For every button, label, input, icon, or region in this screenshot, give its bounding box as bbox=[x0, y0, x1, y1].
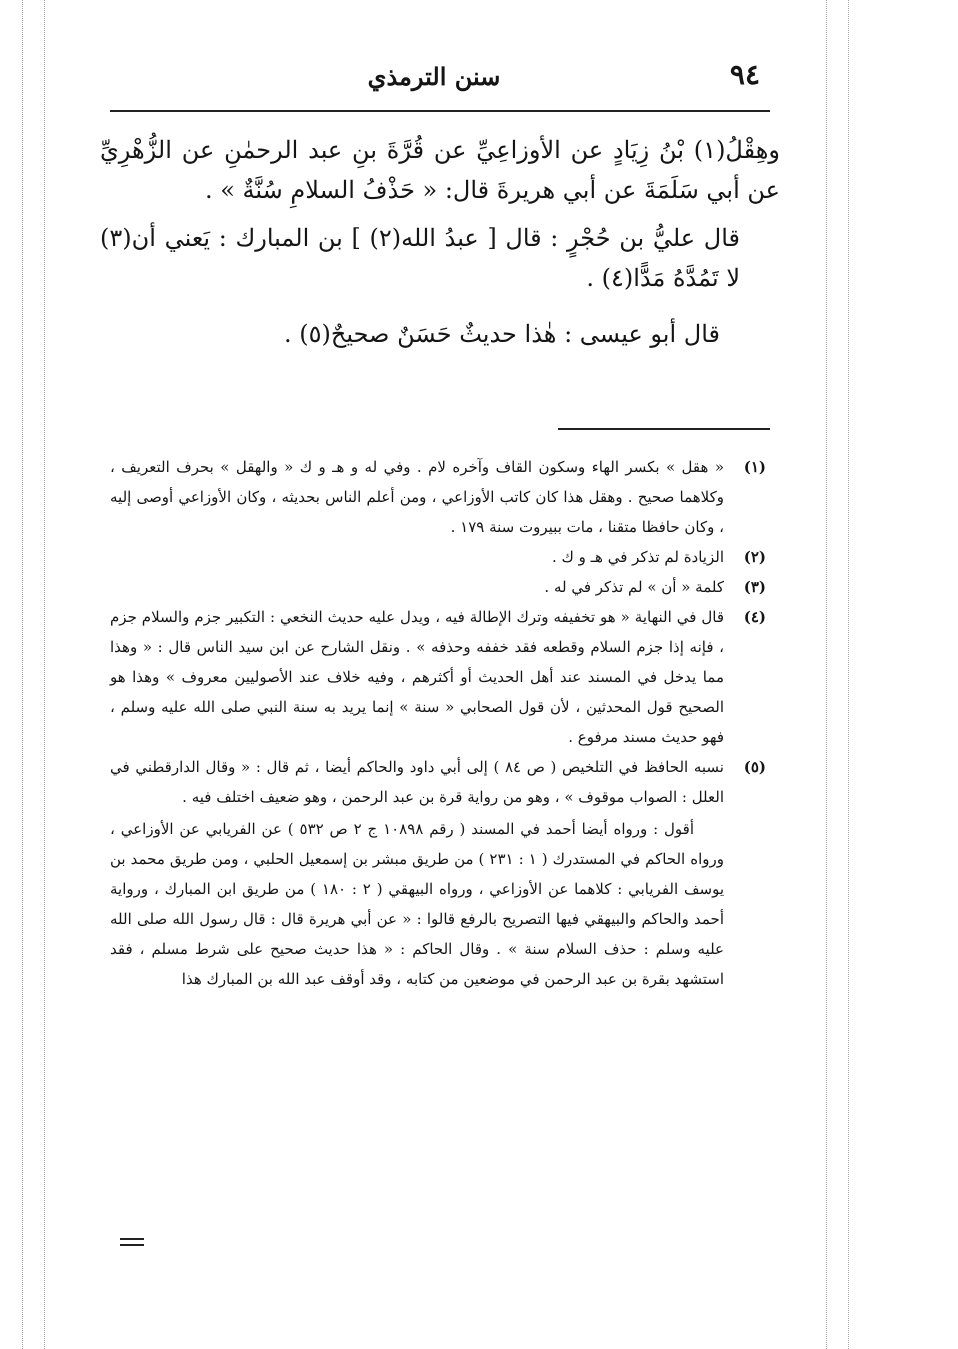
footnote-number: (٤) bbox=[743, 608, 766, 626]
footnote-text: نسبه الحافظ في التلخيص ( ص ٨٤ ) إلى أبي داود والحاكم أيضا ، ثم قال : « وقال الدارقطني في العلل : الصواب موقوف » ، وهو من رواية قرة بن عبد الرحمن ، وهو ضعيف اختلف فيه . bbox=[110, 758, 724, 806]
commentary-paragraph: قال عليُّ بن حُجْرٍ : قال [ عبدُ الله(٢) ] بن المبارك : يَعني أن(٣) لا تَمُدَّهُ مَدًّا(٤) . bbox=[100, 224, 740, 292]
footnote-item bbox=[110, 752, 766, 994]
footnote-divider bbox=[558, 428, 770, 430]
footnotes-section bbox=[110, 452, 766, 994]
hadith-main-text bbox=[100, 130, 780, 354]
book-title: سنن الترمذي bbox=[367, 62, 501, 91]
footnote-text: قال في النهاية « هو تخفيفه وترك الإطالة فيه ، ويدل عليه حديث النخعي : التكبير جزم والسلام جزم ، فإنه إذا جزم السلام وقطعه فقد خففه وحذفه » . ونقل الشارح عن ابن سيد الناس قال : « وهذا مما يدخل في المسند عند أهل الحديث أو أكثرهم ، وفيه خلاف عند الأصوليين معروف » وهذا هو الصحيح قول المحدثين ، لأن قول الصحابي « سنة » إنما يريد به سنة النبي صلى الله عليه وسلم ، فهو حديث مسند مرفوع . bbox=[110, 608, 724, 746]
header-divider bbox=[110, 110, 770, 112]
margin-dotted-line bbox=[22, 0, 23, 1349]
footnote-number: (١) bbox=[743, 458, 766, 476]
footnote-text: كلمة « أن » لم تذكر في له . bbox=[544, 578, 724, 596]
page-number: ٩٤ bbox=[729, 58, 760, 91]
footnote-text: « هقل » بكسر الهاء وسكون القاف وآخره لام . وفي له و هـ و ك « والهقل » بحرف التعريف ، وكلاهما صحيح . وهقل هذا كان كاتب الأوزاعي ، ومن أعلم الناس بحديثه ، وكان الأوزاعي أوصى إليه ، وكان حافظا متقنا ، مات ببيروت سنة ١٧٩ . bbox=[110, 458, 724, 536]
margin-dotted-line bbox=[826, 0, 827, 1349]
margin-dotted-line bbox=[44, 0, 45, 1349]
continuation-mark bbox=[120, 1234, 144, 1250]
margin-dotted-line bbox=[848, 0, 849, 1349]
footnote-number: (٣) bbox=[743, 578, 766, 596]
page-header bbox=[100, 52, 768, 96]
footnote-item bbox=[110, 452, 766, 542]
grading-paragraph: قال أبو عيسى : هٰذا حديثٌ حَسَنٌ صحيحٌ(٥) . bbox=[283, 320, 720, 348]
footnote-number: (٥) bbox=[743, 758, 766, 776]
hadith-isnad-paragraph: وهِقْلُ(١) بْنُ زِيَادٍ عن الأوزاعِيِّ عن قُرَّةَ بنِ عبد الرحمٰنِ عن الزُّهْرِيِّ عن أبي سَلَمَةَ عن أبي هريرةَ قال: « حَذْفُ السلامِ سُنَّةٌ » . bbox=[100, 136, 780, 204]
footnote-item bbox=[110, 542, 766, 572]
footnote-continuation: أقول : ورواه أيضا أحمد في المسند ( رقم ١٠٨٩٨ ج ٢ ص ٥٣٢ ) عن الفريابي عن الأوزاعي ، ورواه الحاكم في المستدرك ( ١ : ٢٣١ ) من طريق مبشر بن إسمعيل الحلبي ، ومن طريق محمد بن يوسف الفريابي : كلاهما عن الأوزاعي ، ورواه البيهقي ( ٢ : ١٨٠ ) من طريق ابن المبارك ، ورواية أحمد والحاكم والبيهقي فيها التصريح بالرفع قالوا : « عن أبي هريرة قال : قال رسول الله صلى الله عليه وسلم : حذف السلام سنة » . وقال الحاكم : « هذا حديث صحيح على شرط مسلم ، فقد استشهد بقرة بن عبد الرحمن في موضعين من كتابه ، وقد أوقف عبد الله بن المبارك هذا bbox=[110, 820, 724, 988]
footnote-item bbox=[110, 572, 766, 602]
footnote-item bbox=[110, 602, 766, 752]
footnote-number: (٢) bbox=[743, 548, 766, 566]
footnote-text: الزيادة لم تذكر في هـ و ك . bbox=[551, 548, 724, 566]
